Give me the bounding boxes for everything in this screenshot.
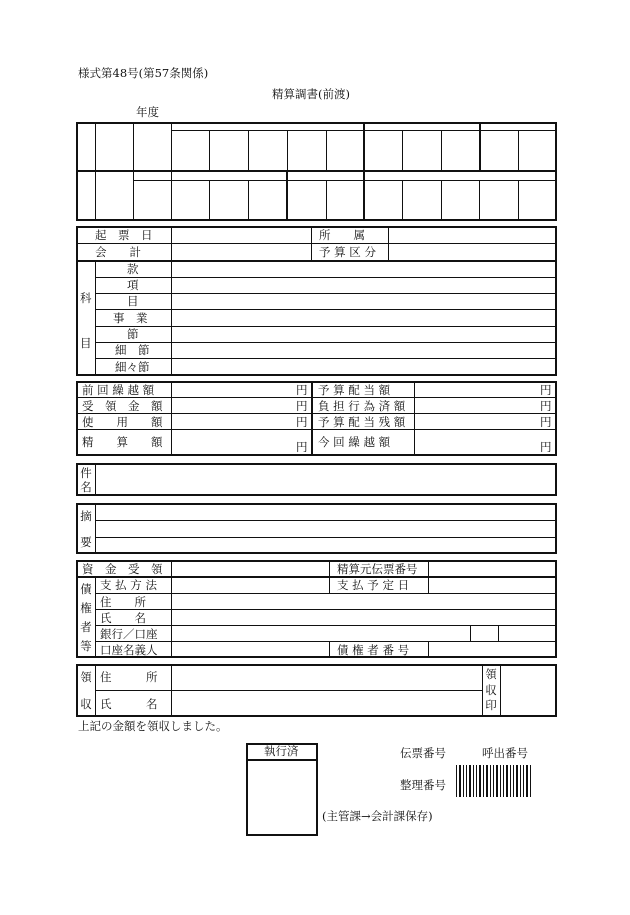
juryo-label: 受 領 金 額 xyxy=(82,399,163,413)
yosan-kubun-label: 予 算 区 分 xyxy=(319,245,376,259)
grid-col xyxy=(326,130,327,170)
shiharai-houhou-label: 支 払 方 法 xyxy=(100,578,157,592)
seal-label-2: 収 xyxy=(485,683,497,697)
yen-unit: 円 xyxy=(296,440,308,454)
ginkou-label: 銀行／口座 xyxy=(100,627,158,641)
account-row xyxy=(95,326,556,327)
receipt-col xyxy=(482,665,483,716)
meigi-label: 口座名義人 xyxy=(100,643,158,657)
receipt-col xyxy=(500,665,501,716)
yen-unit: 円 xyxy=(540,399,552,413)
kan-label: 款 xyxy=(127,262,139,276)
shu-label: 収 xyxy=(80,697,92,711)
yen-unit: 円 xyxy=(296,383,308,397)
amount-row xyxy=(77,413,556,414)
yen-unit: 円 xyxy=(540,415,552,429)
grid-col xyxy=(402,180,403,220)
executed-stamp-divider xyxy=(248,759,316,761)
year-label: 年度 xyxy=(136,105,159,119)
grid-divider xyxy=(77,170,556,172)
account-col xyxy=(171,227,172,375)
futan-label: 負 担 行 為 済 額 xyxy=(318,399,406,413)
grid-col xyxy=(479,180,480,220)
kou-label: 項 xyxy=(127,278,139,292)
hozon-note: (主管課→会計課保存) xyxy=(322,809,433,823)
kihyo-bi-label: 起 票 日 xyxy=(95,228,153,242)
account-col xyxy=(311,227,312,261)
ryo-label: 領 xyxy=(80,670,92,684)
jigyou-label: 事 業 xyxy=(113,311,148,325)
amount-row xyxy=(77,397,556,398)
creditor-col xyxy=(329,641,330,657)
zenkai-label: 前 回 繰 越 額 xyxy=(82,383,155,397)
shiyou-label: 使 用 額 xyxy=(82,415,163,429)
moku-label: 目 xyxy=(127,294,139,308)
form-number: 様式第48号(第57条関係) xyxy=(78,66,209,80)
grid-col xyxy=(287,130,288,170)
konkai-label: 今 回 繰 越 額 xyxy=(318,435,391,449)
seal-label-3: 印 xyxy=(485,698,497,712)
remarks-section xyxy=(76,503,557,554)
account-row xyxy=(95,309,556,310)
grid-col xyxy=(209,180,210,220)
seisan-label: 精 算 額 xyxy=(82,435,163,449)
saiken-label-4: 等 xyxy=(80,639,92,653)
creditor-col xyxy=(428,641,429,657)
denpyo-bangou-label: 伝票番号 xyxy=(400,746,446,760)
grid-col xyxy=(248,180,249,220)
remarks-col xyxy=(95,504,96,553)
grid-col xyxy=(286,171,288,220)
kaikei-label: 会 計 xyxy=(95,245,141,259)
grid-col xyxy=(326,180,327,220)
yobidashi-bangou-label: 呼出番号 xyxy=(482,746,528,760)
received-note: 上記の金額を領収しました。 xyxy=(78,719,228,733)
saikensha-bangou-label: 債 権 者 番 号 xyxy=(337,643,410,657)
kamoku-label-1: 科 xyxy=(80,291,92,305)
shikin-juryo-label: 資 金 受 領 xyxy=(82,562,163,576)
barcode xyxy=(456,765,533,797)
receipt-jusho-label: 住 所 xyxy=(100,670,158,684)
remarks-row xyxy=(95,520,556,521)
account-row xyxy=(95,358,556,359)
grid-col xyxy=(133,123,134,220)
grid-col xyxy=(363,171,365,220)
creditor-col xyxy=(470,625,471,641)
seisanmoto-label: 精算元伝票番号 xyxy=(337,562,418,576)
account-row xyxy=(77,260,556,262)
subject-section xyxy=(76,463,557,496)
grid-col xyxy=(363,123,365,171)
subject-col xyxy=(95,464,96,495)
shimei-label: 氏 名 xyxy=(100,611,146,625)
saisaisetsu-label: 細々節 xyxy=(115,360,150,374)
kamoku-label-2: 目 xyxy=(80,336,92,350)
creditor-col xyxy=(498,625,499,641)
grid-col xyxy=(171,123,172,220)
haitou-zan-label: 予 算 配 当 残 額 xyxy=(318,415,406,429)
teki-label: 摘 xyxy=(80,509,92,523)
yen-unit: 円 xyxy=(296,399,308,413)
account-row xyxy=(77,243,556,244)
saiken-label-3: 者 xyxy=(80,620,92,634)
receipt-row xyxy=(95,690,482,691)
grid-col xyxy=(209,130,210,170)
yen-unit: 円 xyxy=(296,415,308,429)
seiri-bangou-label: 整理番号 xyxy=(400,778,446,792)
account-row xyxy=(95,277,556,278)
creditor-row xyxy=(95,625,556,626)
receipt-shimei-label: 氏 名 xyxy=(100,697,158,711)
shikkouzumi-label: 執行済 xyxy=(264,744,299,758)
seal-label-1: 領 xyxy=(485,667,497,681)
mei-label: 名 xyxy=(80,480,92,494)
grid-subline xyxy=(133,180,556,181)
amount-col xyxy=(311,382,313,455)
grid-col xyxy=(402,130,403,170)
setsu-label: 節 xyxy=(127,327,139,341)
remarks-row xyxy=(95,537,556,538)
page-title: 精算調書(前渡) xyxy=(272,87,350,101)
shozoku-label: 所 属 xyxy=(319,228,365,242)
grid-col xyxy=(518,180,519,220)
grid-col xyxy=(441,180,442,220)
yosan-haitou-label: 予 算 配 当 額 xyxy=(318,383,391,397)
creditor-col xyxy=(95,577,96,657)
account-row xyxy=(95,293,556,294)
yen-unit: 円 xyxy=(540,440,552,454)
saisetsu-label: 細 節 xyxy=(115,343,150,357)
creditor-row xyxy=(95,641,556,642)
amount-col xyxy=(171,382,172,455)
grid-col xyxy=(441,130,442,170)
yen-unit: 円 xyxy=(540,383,552,397)
saiken-label-1: 債 xyxy=(80,582,92,596)
account-row xyxy=(95,342,556,343)
grid-col xyxy=(479,123,481,171)
shiharai-yotei-label: 支 払 予 定 日 xyxy=(337,578,410,592)
amount-row xyxy=(77,429,556,430)
grid-col xyxy=(248,130,249,170)
creditor-row xyxy=(95,593,556,594)
jusho-label: 住 所 xyxy=(100,595,146,609)
amount-col xyxy=(414,382,415,455)
you-label: 要 xyxy=(80,535,92,549)
ken-label: 件 xyxy=(80,466,92,480)
creditor-row xyxy=(95,609,556,610)
grid-col xyxy=(518,130,519,170)
saiken-label-2: 権 xyxy=(80,601,92,615)
grid-col xyxy=(95,123,96,220)
account-col xyxy=(388,227,389,261)
